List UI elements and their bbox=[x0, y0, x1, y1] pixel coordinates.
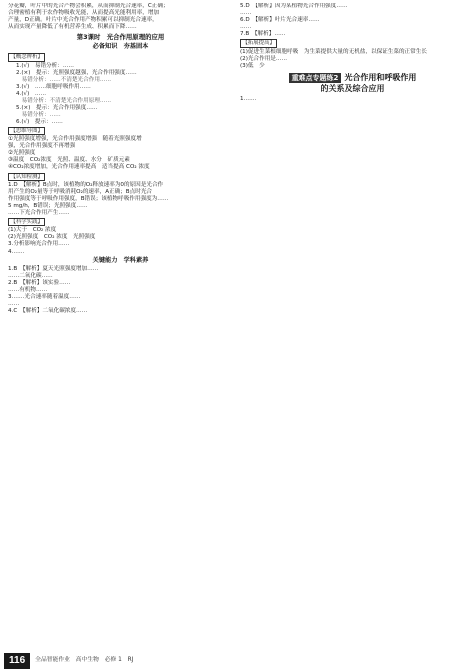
cognitive-item: 用产生的O₂量等于呼吸消耗O₂的速率，A正确；B点时光合 bbox=[8, 188, 153, 195]
special-list bbox=[240, 96, 465, 103]
extension-tag: 【拓展提高】 bbox=[240, 39, 277, 47]
concept-item: 3.(√) ……细胞呼吸作用…… bbox=[16, 83, 91, 90]
concept-item: 5.(×) 提示：光合作用强度…… bbox=[16, 104, 98, 111]
mind-map-list bbox=[8, 136, 233, 171]
practice-item: (1)大于 CO₂ 浓度 bbox=[8, 227, 57, 234]
lesson-title: 第3课时 光合作用原理的应用 bbox=[76, 33, 165, 42]
intro-line: 从而实现产量降低了有机营养生成、积累而下降…… bbox=[8, 24, 137, 31]
two-column-body bbox=[8, 3, 466, 650]
answer-item: 6.D 【解析】叶片光合速率…… bbox=[240, 17, 320, 24]
practice-list bbox=[8, 227, 233, 255]
intro-line: 产量，D正确。叶片中光合作用产物积累可以抑制光合速率， bbox=[8, 17, 158, 24]
cognitive-tag: 【认知检测】 bbox=[8, 173, 45, 181]
practice-item: (2)光照强度 CO₂ 浓度 光照强度 bbox=[8, 234, 96, 241]
cognitive-list bbox=[8, 182, 233, 217]
practice-item: 4.…… bbox=[8, 248, 25, 255]
concept-list bbox=[8, 63, 233, 126]
left-column bbox=[8, 3, 233, 650]
ability-item: …… bbox=[8, 300, 20, 307]
ability-item: 1.B 【解析】夏天光照强度增加…… bbox=[8, 265, 99, 272]
right-column bbox=[240, 3, 465, 650]
intro-line: 合理密植有利于农作物吸收光能，从而提高光能利用率，增加 bbox=[8, 10, 160, 17]
intro-line: 分花瓣，叶片中的光合产物会积累，从而抑制光合速率，C正确； bbox=[8, 3, 169, 9]
extension-item: (3)低 少 bbox=[240, 62, 265, 69]
concept-item: 2.(×) 提示：光照强度越强，光合作用强度…… bbox=[16, 69, 137, 76]
mind-map-tag: 【思维导图】 bbox=[8, 127, 45, 135]
answer-item: 7.B 【解析】…… bbox=[240, 31, 286, 38]
mind-item: ②光照强度 bbox=[8, 150, 36, 157]
ability-list bbox=[8, 266, 233, 315]
practice-tag: 【科学实践】 bbox=[8, 218, 45, 226]
page-footer bbox=[0, 651, 474, 671]
answer-item: …… bbox=[240, 10, 252, 17]
special-topic-heading bbox=[240, 73, 465, 83]
special-topic-subtitle: 的关系及综合应用 bbox=[320, 83, 385, 93]
cognitive-item: 5 mg/h，B错误；光照强度…… bbox=[8, 202, 88, 209]
cognitive-item: ……下光合作用产生…… bbox=[8, 210, 70, 217]
extension-list bbox=[240, 49, 465, 70]
ability-heading: 关键能力 学科素养 bbox=[92, 256, 149, 264]
mind-item: 强，光合作用强度不再增强 bbox=[8, 143, 76, 150]
ability-item: ……二氧化碳…… bbox=[8, 272, 53, 279]
practice-item: 3.分析影响光合作用…… bbox=[8, 241, 70, 248]
cognitive-item: 作用强度等于呼吸作用强度，B错误；该植物呼吸作用强度为…… bbox=[8, 195, 169, 202]
concept-item: 易错分析：……不清楚光合作用…… bbox=[16, 76, 112, 83]
concept-tag: 【概念辨析】 bbox=[8, 53, 45, 61]
page-number: 116 bbox=[4, 653, 30, 669]
concept-item: 1.(√) 易错分析：…… bbox=[16, 62, 75, 69]
ability-item: ……有机物…… bbox=[8, 286, 48, 293]
answer-item: 5.D 【解析】因为某植物光合作用强度…… bbox=[240, 3, 348, 9]
cognitive-item: 1.D 【解析】B点时，该植物的O₂释放速率为0的原因是光合作 bbox=[8, 181, 164, 188]
mind-item: ③温度 CO₂浓度 光照、温度、水分 矿质元素 bbox=[8, 157, 130, 164]
lesson-subtitle: 必备知识 夯基固本 bbox=[92, 43, 149, 51]
mind-item: ④CO₂浓度增加，光合作用速率提高 适当提高 CO₂ 浓度 bbox=[8, 164, 150, 171]
book-title: 全品智能作业 高中生物 必修 1 RJ bbox=[35, 657, 134, 664]
special-item: 1.…… bbox=[240, 95, 257, 102]
concept-item: 4.(√) …… bbox=[16, 90, 47, 97]
concept-item: 易错分析：…… bbox=[16, 111, 61, 118]
answer-list bbox=[240, 3, 465, 38]
mind-item: ①光照强度增强，光合作用强度增强 随着光照强度增 bbox=[8, 136, 142, 143]
concept-item: 6.(√) 提示：…… bbox=[16, 118, 63, 125]
ability-item: 2.B 【解析】该实验…… bbox=[8, 279, 71, 286]
ability-item: 3.……光合速率随着温度…… bbox=[8, 293, 81, 300]
ability-item: 4.C 【解析】二氧化碳浓度…… bbox=[8, 307, 88, 314]
extension-item: (2)光合作用是…… bbox=[240, 55, 288, 62]
extension-item: (1)促进生菜根细胞呼吸 为生菜提供大量的无机盐，以保证生菜的正常生长 bbox=[240, 48, 427, 55]
intro-paragraph bbox=[8, 3, 233, 31]
concept-item: 易错分析：不清楚光合作用原理…… bbox=[16, 97, 112, 104]
special-topic-title: 光合作用和呼吸作用 bbox=[344, 72, 417, 82]
answer-item: …… bbox=[240, 24, 252, 31]
special-topic-badge: 重难点专题练2 bbox=[289, 73, 342, 83]
